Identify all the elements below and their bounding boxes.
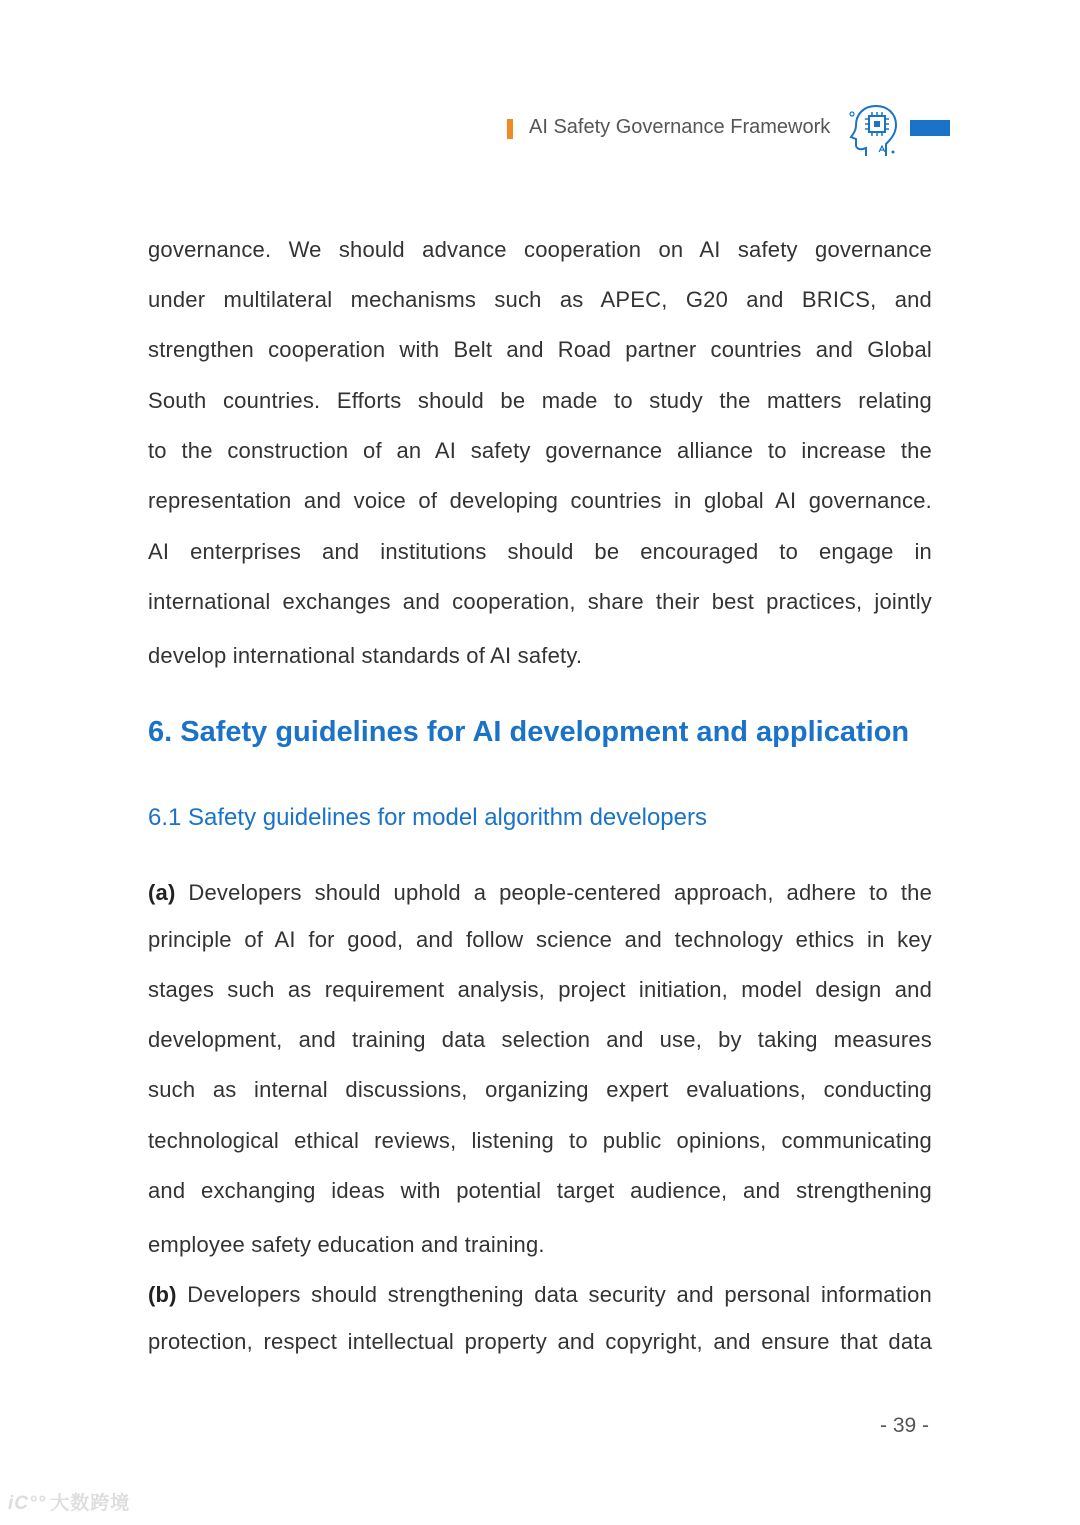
item-a-first-line (148, 878, 932, 908)
item-a-first-text: Developers should uphold a people-centered approach, adhere to the (175, 880, 932, 905)
watermark-logo: iC°° (8, 1493, 47, 1514)
intro-line: representation and voice of developing countries in global AI governance. (148, 488, 932, 513)
item-a-line: and exchanging ideas with potential target audience, and strengthening (148, 1178, 932, 1203)
intro-line: to the construction of an AI safety governance alliance to increase the (148, 438, 932, 463)
header-title: AI Safety Governance Framework (529, 116, 831, 138)
item-a-line: principle of AI for good, and follow science and technology ethics in key (148, 927, 932, 952)
watermark (8, 1488, 130, 1515)
intro-line: governance. We should advance cooperation on AI safety governance (148, 237, 932, 262)
ai-head-chip-icon (846, 100, 902, 158)
item-a-label: (a) (148, 880, 176, 905)
item-b-first-line (148, 1280, 932, 1310)
item-a-line: technological ethical reviews, listening to public opinions, communicating (148, 1128, 932, 1153)
watermark-text: 大数跨境 (50, 1493, 131, 1514)
page-header (0, 100, 1080, 160)
item-b-line: protection, respect intellectual property and copyright, and ensure that data (148, 1329, 932, 1354)
intro-line: international exchanges and cooperation, share their best practices, jointly (148, 589, 932, 614)
subsection-heading: 6.1 Safety guidelines for model algorithm developers (148, 804, 707, 831)
header-blue-block (910, 120, 950, 136)
section-heading: 6. Safety guidelines for AI development and application (148, 716, 910, 748)
intro-line: AI enterprises and institutions should be encouraged to engage in (148, 539, 932, 564)
header-accent-bar (507, 119, 513, 139)
page-number: - 39 - (880, 1414, 930, 1437)
item-a-line: employee safety education and training. (148, 1232, 545, 1257)
intro-line: strengthen cooperation with Belt and Road partner countries and Global (148, 337, 932, 362)
item-b-first-text: Developers should strengthening data security and personal information (176, 1282, 932, 1307)
item-b-label: (b) (148, 1282, 177, 1307)
item-a-line: stages such as requirement analysis, project initiation, model design and (148, 977, 932, 1002)
intro-line: South countries. Efforts should be made to study the matters relating (148, 388, 932, 413)
item-a-line: development, and training data selection and use, by taking measures (148, 1027, 932, 1052)
item-a-line: such as internal discussions, organizing expert evaluations, conducting (148, 1077, 932, 1102)
intro-line: under multilateral mechanisms such as APEC, G20 and BRICS, and (148, 287, 932, 312)
intro-line: develop international standards of AI safety. (148, 643, 583, 668)
